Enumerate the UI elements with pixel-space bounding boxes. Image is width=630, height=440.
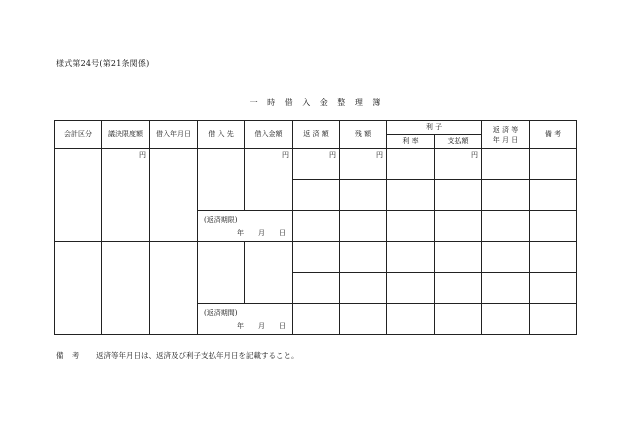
cell-repaid[interactable]: [293, 242, 340, 273]
cell-balance[interactable]: [340, 304, 387, 335]
cell-resolution-limit[interactable]: [102, 149, 150, 242]
header-borrow-date: 借入年月日: [150, 121, 198, 149]
cell-repay-date[interactable]: [482, 149, 530, 180]
cell-repaid[interactable]: [293, 304, 340, 335]
cell-account[interactable]: [55, 242, 102, 335]
yen-unit: 円: [329, 151, 336, 159]
yen-unit: 円: [282, 151, 289, 159]
header-repay-date-line1: 返 済 等: [492, 125, 519, 134]
header-resolution-limit: 議決限度額: [102, 121, 150, 149]
form-number-label: 様式第24号(第21条関係): [56, 59, 150, 68]
cell-interest-paid[interactable]: [435, 304, 482, 335]
cell-borrow-date[interactable]: [150, 149, 198, 242]
cell-borrow-date[interactable]: [150, 242, 198, 335]
cell-interest-rate[interactable]: [387, 149, 435, 180]
cell-repaid[interactable]: [293, 149, 340, 180]
header-amount: 借入金額: [245, 121, 293, 149]
cell-repaid[interactable]: [293, 273, 340, 304]
header-balance: 残 額: [340, 121, 387, 149]
header-repaid: 返 済 額: [293, 121, 340, 149]
cell-repay-date[interactable]: [482, 211, 530, 242]
note-heading: 備 考: [56, 351, 80, 360]
header-repay-date: [482, 121, 530, 149]
cell-interest-rate[interactable]: [387, 211, 435, 242]
repayment-term-label: (返済期限): [204, 216, 238, 224]
cell-repayment-term[interactable]: [198, 304, 293, 335]
cell-interest-rate[interactable]: [387, 180, 435, 211]
note-text: 返済等年月日は、返済及び利子支払年月日を記載すること。: [96, 351, 299, 360]
cell-remarks[interactable]: [530, 149, 577, 180]
document-title: 一 時 借 入 金 整 理 簿: [249, 98, 381, 107]
cell-repay-date[interactable]: [482, 180, 530, 211]
repayment-term-date: 年 月 日: [237, 322, 286, 330]
header-interest-rate: 利 率: [387, 135, 435, 149]
cell-account[interactable]: [55, 149, 102, 242]
header-account: 会計区分: [55, 121, 102, 149]
header-lender: 借 入 先: [198, 121, 245, 149]
cell-balance[interactable]: [340, 211, 387, 242]
yen-unit: 円: [376, 151, 383, 159]
cell-interest-rate[interactable]: [387, 273, 435, 304]
header-row: [55, 121, 577, 135]
entry-row: [55, 242, 577, 273]
cell-repay-date[interactable]: [482, 273, 530, 304]
cell-repay-date[interactable]: [482, 304, 530, 335]
cell-resolution-limit[interactable]: [102, 242, 150, 335]
cell-interest-paid[interactable]: [435, 242, 482, 273]
cell-balance[interactable]: [340, 180, 387, 211]
cell-interest-paid[interactable]: [435, 273, 482, 304]
cell-remarks[interactable]: [530, 180, 577, 211]
cell-balance[interactable]: [340, 273, 387, 304]
yen-unit: 円: [139, 151, 146, 159]
cell-remarks[interactable]: [530, 304, 577, 335]
cell-repaid[interactable]: [293, 180, 340, 211]
cell-interest-paid[interactable]: [435, 149, 482, 180]
cell-amount[interactable]: [245, 242, 293, 304]
cell-remarks[interactable]: [530, 242, 577, 273]
cell-interest-rate[interactable]: [387, 242, 435, 273]
header-remarks: 備 考: [530, 121, 577, 149]
ledger-table: [54, 120, 577, 335]
header-interest-paid: 支払額: [435, 135, 482, 149]
entry-row: [55, 149, 577, 180]
cell-remarks[interactable]: [530, 211, 577, 242]
repayment-term-label: (返済期間): [204, 309, 238, 317]
cell-balance[interactable]: [340, 149, 387, 180]
header-interest: 利 子: [387, 121, 482, 135]
cell-repayment-term[interactable]: [198, 211, 293, 242]
header-repay-date-line2: 年 月 日: [492, 135, 519, 144]
cell-amount[interactable]: [245, 149, 293, 211]
cell-lender[interactable]: [198, 149, 245, 211]
cell-repay-date[interactable]: [482, 242, 530, 273]
cell-lender[interactable]: [198, 242, 245, 304]
yen-unit: 円: [471, 151, 479, 159]
cell-remarks[interactable]: [530, 273, 577, 304]
cell-balance[interactable]: [340, 242, 387, 273]
cell-interest-paid[interactable]: [435, 180, 482, 211]
cell-interest-rate[interactable]: [387, 304, 435, 335]
cell-repaid[interactable]: [293, 211, 340, 242]
repayment-term-date: 年 月 日: [237, 229, 286, 237]
cell-interest-paid[interactable]: [435, 211, 482, 242]
